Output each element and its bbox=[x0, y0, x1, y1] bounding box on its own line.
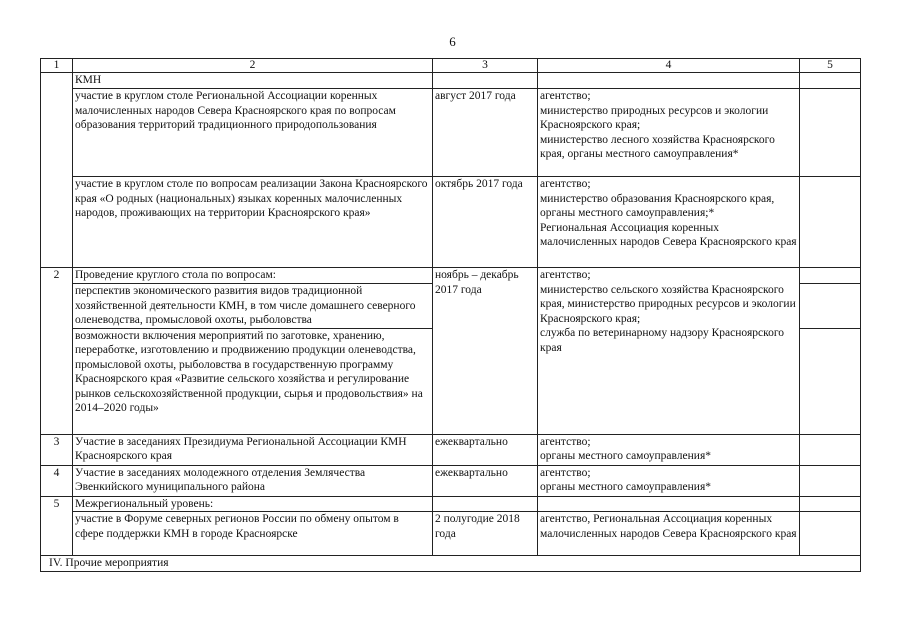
empty-cell bbox=[800, 496, 861, 512]
empty-cell bbox=[433, 73, 538, 89]
row-number: 2 bbox=[41, 268, 73, 435]
responsible-line: министерство сельского хозяйства Красноярского края, министерство природных ресурсов и экологии Красноярского края; bbox=[540, 283, 796, 325]
page-number: 6 bbox=[449, 34, 456, 49]
empty-cell bbox=[800, 268, 861, 284]
table-row-2 bbox=[41, 268, 861, 284]
event-date: 2 полугодие 2018 года bbox=[433, 512, 538, 556]
kmn-label: КМН bbox=[73, 73, 433, 89]
table-row-4 bbox=[41, 465, 861, 496]
responsible-line: служба по ветеринарному надзору Красноярского края bbox=[540, 327, 785, 354]
event-responsible bbox=[538, 89, 800, 177]
empty-cell bbox=[538, 73, 800, 89]
event-responsible: агентство, Региональная Ассоциация коренных малочисленных народов Севера Красноярского края bbox=[538, 512, 800, 556]
row-number: 3 bbox=[41, 434, 73, 465]
event-responsible bbox=[538, 177, 800, 268]
event-description: участие в Форуме северных регионов России по обмену опытом в сфере поддержки КМН в городе Красноярске bbox=[73, 512, 433, 556]
event-date: август 2017 года bbox=[433, 89, 538, 177]
event-date: ежеквартально bbox=[433, 465, 538, 496]
table-row-5 bbox=[41, 496, 861, 512]
event-responsible bbox=[538, 268, 800, 435]
col-header-2: 2 bbox=[73, 59, 433, 73]
empty-cell bbox=[800, 177, 861, 268]
empty-cell bbox=[800, 89, 861, 177]
table-row-kmn bbox=[41, 73, 861, 89]
table-row-roundtable-languages bbox=[41, 177, 861, 268]
responsible-line: агентство; bbox=[540, 90, 591, 102]
empty-cell bbox=[800, 434, 861, 465]
empty-cell bbox=[538, 496, 800, 512]
event-date: октябрь 2017 года bbox=[433, 177, 538, 268]
event-description: Участие в заседаниях Президиума Региональной Ассоциации КМН Красноярского края bbox=[73, 434, 433, 465]
empty-cell bbox=[433, 496, 538, 512]
col-header-3: 3 bbox=[433, 59, 538, 73]
responsible-line: министерство природных ресурсов и экологии Красноярского края; bbox=[540, 104, 769, 131]
event-responsible bbox=[538, 434, 800, 465]
responsible-line: агентство; bbox=[540, 435, 591, 448]
header-row bbox=[41, 59, 861, 73]
responsible-line: министерство образования Красноярского края, органы местного самоуправления;* bbox=[540, 192, 775, 219]
section-row bbox=[41, 556, 861, 572]
events-table bbox=[40, 58, 861, 572]
event-description: участие в круглом столе по вопросам реализации Закона Красноярского края «О родных (национальных) языках коренных малочисленных народов, проживающих на территории Красноярского края» bbox=[73, 177, 433, 268]
empty-cell bbox=[800, 73, 861, 89]
empty-cell bbox=[800, 284, 861, 329]
event-date: ежеквартально bbox=[433, 434, 538, 465]
responsible-line: агентство; bbox=[540, 178, 591, 190]
event-description: участие в круглом столе Региональной Ассоциации коренных малочисленных народов Севера Красноярского края по вопросам образования территорий традиционного природопользования bbox=[73, 89, 433, 177]
table-row-roundtable-territories bbox=[41, 89, 861, 177]
responsible-line: агентство; bbox=[540, 269, 591, 281]
empty-cell bbox=[800, 512, 861, 556]
row-number-cell bbox=[41, 73, 73, 268]
event-description: Участие в заседаниях молодежного отделения Землячества Эвенкийского муниципального района bbox=[73, 465, 433, 496]
event-subitem: перспектив экономического развития видов традиционной хозяйственной деятельности КМН, в том числе домашнего северного оленеводства, промысловой охоты, рыболовства bbox=[73, 284, 433, 329]
event-title: Проведение круглого стола по вопросам: bbox=[73, 268, 433, 284]
empty-cell bbox=[800, 465, 861, 496]
event-subitem: возможности включения мероприятий по заготовке, хранению, переработке, изготовлению и продвижению продукции оленеводства, промысловой охоты, рыболовства в государственную программу Красноярского края «Развитие сельского хозяйства и регулирование рынков сельскохозяйственной продукции, сырья и продовольствия» на 2014–2020 годы» bbox=[73, 328, 433, 434]
row-number: 5 bbox=[41, 496, 73, 556]
event-title: Межрегиональный уровень: bbox=[73, 496, 433, 512]
table-row-5-sub bbox=[41, 512, 861, 556]
event-responsible bbox=[538, 465, 800, 496]
event-date: ноябрь – декабрь 2017 года bbox=[433, 268, 538, 435]
responsible-line: министерство лесного хозяйства Красноярского края, органы местного самоуправления* bbox=[540, 133, 775, 160]
col-header-5: 5 bbox=[800, 59, 861, 73]
responsible-line: Региональная Ассоциация коренных малочисленных народов Севера Красноярского края bbox=[540, 221, 797, 248]
col-header-1: 1 bbox=[41, 59, 73, 73]
responsible-line: агентство; bbox=[540, 466, 591, 479]
responsible-line: органы местного самоуправления* bbox=[540, 450, 712, 462]
table-row-3 bbox=[41, 434, 861, 465]
row-number: 4 bbox=[41, 465, 73, 496]
empty-cell bbox=[800, 328, 861, 434]
section-title: IV. Прочие мероприятия bbox=[41, 556, 861, 572]
col-header-4: 4 bbox=[538, 59, 800, 73]
responsible-line: органы местного самоуправления* bbox=[540, 481, 712, 493]
